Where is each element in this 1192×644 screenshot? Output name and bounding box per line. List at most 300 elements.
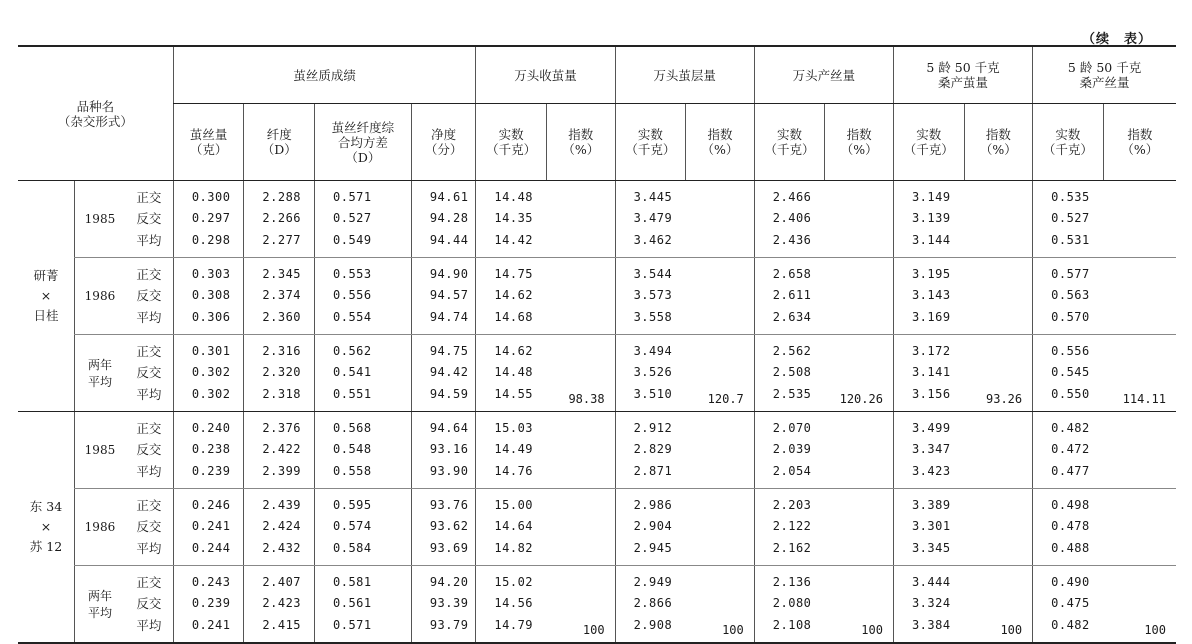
denier-cell-value: 2.266 xyxy=(262,211,302,226)
shell-cell xyxy=(615,489,686,566)
silk50-cell-value: 0.482 xyxy=(1051,420,1090,435)
denier-variance-cell xyxy=(315,566,412,643)
cocoon-yield-cell-value: 14.68 xyxy=(494,309,534,324)
cocoon-yield-cell-value: 15.00 xyxy=(494,497,534,512)
filament-weight-cell-value: 0.302 xyxy=(191,365,231,380)
variety-label: 东 34 × 苏 12 xyxy=(18,412,74,643)
cross-type-cell xyxy=(125,335,173,412)
cross-type-label: 正交 xyxy=(136,189,162,205)
silk-cell-value: 2.039 xyxy=(772,442,812,457)
cocoon-yield-index xyxy=(546,489,615,566)
silk-cell xyxy=(754,335,825,412)
cocoon50-cell-value: 3.143 xyxy=(911,288,951,303)
index-header-text: 指数 （%） xyxy=(701,127,739,157)
shell-cell xyxy=(615,412,686,489)
denier-cell xyxy=(244,489,315,566)
denier-variance-cell-value: 0.571 xyxy=(333,617,372,632)
cross-type-label: 平均 xyxy=(136,617,162,633)
silk50-cell-value: 0.527 xyxy=(1051,211,1090,226)
shell-cell-value: 2.912 xyxy=(633,420,673,435)
cocoon-yield-cell-value: 14.42 xyxy=(494,232,534,247)
cross-type-cell xyxy=(125,566,173,643)
cocoon50-cell-value: 3.195 xyxy=(911,266,951,281)
silk50-cell xyxy=(1033,412,1104,489)
silk-cell-value: 2.080 xyxy=(772,596,812,610)
actual-header-text: 实数 （千克） xyxy=(764,127,815,157)
cleanness-cell-value: 93.90 xyxy=(429,463,469,478)
cocoon50-index xyxy=(964,412,1033,489)
denier-cell-value: 2.407 xyxy=(262,574,302,589)
silk-index: 120.26 xyxy=(825,335,894,412)
cocoon-yield-cell-value: 14.62 xyxy=(494,288,534,303)
shell-cell-value: 2.945 xyxy=(633,540,673,555)
denier-variance-cell-value: 0.541 xyxy=(333,365,372,380)
silk50-cell-value: 0.477 xyxy=(1051,463,1090,478)
shell-cell-value: 3.494 xyxy=(633,343,673,358)
cocoon-yield-cell-value: 14.76 xyxy=(494,463,534,478)
cocoon-yield-cell-value: 15.03 xyxy=(494,420,534,435)
cleanness-cell-value: 94.90 xyxy=(429,266,469,281)
silk50-header-text: 5 龄 50 千克 桑产丝量 xyxy=(1067,60,1142,90)
cross-type-label: 平均 xyxy=(136,386,162,402)
silk50-index: 100 xyxy=(1103,566,1176,643)
silk50-cell-value: 0.563 xyxy=(1051,288,1090,303)
filament-weight-cell-value: 0.297 xyxy=(191,211,231,226)
cocoon50-index xyxy=(964,181,1033,258)
silk50-cell-value: 0.531 xyxy=(1051,232,1090,247)
year-cell: 1985 xyxy=(74,181,124,258)
silk-index: 100 xyxy=(825,566,894,643)
denier-variance-cell-value: 0.553 xyxy=(333,266,372,281)
actual-header-text: 实数 （千克） xyxy=(903,127,954,157)
cleanness-cell xyxy=(411,566,476,643)
filament-weight-cell xyxy=(173,258,244,335)
silk50-cell-value: 0.490 xyxy=(1051,574,1090,589)
shell-cell-value: 3.462 xyxy=(633,232,673,247)
cross-type-label: 平均 xyxy=(136,309,162,325)
denier-cell-value: 2.415 xyxy=(262,617,302,632)
silk50-cell-value: 0.478 xyxy=(1051,519,1090,534)
variety-header-text: 品种名 （杂交形式） xyxy=(57,98,133,129)
actual-header xyxy=(893,104,964,181)
cleanness-cell-value: 93.79 xyxy=(429,617,469,632)
cross-type-cell xyxy=(125,258,173,335)
cocoon-yield-index xyxy=(546,181,615,258)
cleanness-cell-value: 94.28 xyxy=(429,211,469,226)
index-header-text: 指数 （%） xyxy=(562,127,600,157)
silk50-index: 114.11 xyxy=(1103,335,1176,412)
cocoon50-index: 93.26 xyxy=(964,335,1033,412)
shell-cell xyxy=(615,258,686,335)
silk50-cell-value: 0.498 xyxy=(1051,497,1090,512)
cocoon50-cell-value: 3.172 xyxy=(911,343,951,358)
index-header-text: 指数 （%） xyxy=(979,127,1017,157)
cross-type-label: 正交 xyxy=(136,266,162,282)
cocoon-yield-cell-value: 14.48 xyxy=(494,365,534,380)
cleanness-cell-value: 94.20 xyxy=(429,574,469,589)
denier-cell-value: 2.439 xyxy=(262,497,302,512)
shell-index: 120.7 xyxy=(686,335,755,412)
silk-cell-value: 2.634 xyxy=(772,309,812,324)
filament-weight-cell-value: 0.302 xyxy=(191,386,231,401)
cross-type-label: 反交 xyxy=(136,288,162,304)
cocoon50-cell xyxy=(893,489,964,566)
silk50-cell-value: 0.577 xyxy=(1051,266,1090,281)
table-row xyxy=(18,412,1176,489)
cocoon50-cell xyxy=(893,181,964,258)
cross-type-label: 反交 xyxy=(136,596,162,611)
silk50-header xyxy=(1033,46,1176,104)
denier-cell-value: 2.318 xyxy=(262,386,302,401)
cocoon50-cell-value: 3.347 xyxy=(911,442,951,457)
shell-index xyxy=(686,412,755,489)
denier-variance-cell-value: 0.571 xyxy=(333,189,372,204)
cocoon50-cell-value: 3.345 xyxy=(911,540,951,555)
variety-header xyxy=(18,46,173,181)
silk-cell-value: 2.162 xyxy=(772,540,812,555)
silk-cell xyxy=(754,489,825,566)
shell-cell-value: 2.829 xyxy=(633,442,673,457)
year-cell: 两年 平均 xyxy=(74,566,124,643)
cocoon-yield-cell-value: 14.82 xyxy=(494,540,534,555)
cocoon50-cell-value: 3.301 xyxy=(911,519,951,534)
filament-weight-cell xyxy=(173,566,244,643)
silk-cell-value: 2.122 xyxy=(772,519,812,534)
cocoon-yield-cell xyxy=(476,566,547,643)
table-body xyxy=(18,181,1176,643)
index-header xyxy=(825,104,894,181)
shell-cell-value: 2.908 xyxy=(633,617,673,632)
cocoon-yield-cell xyxy=(476,181,547,258)
actual-header xyxy=(476,104,547,181)
filament-weight-cell-value: 0.238 xyxy=(191,442,231,457)
silk-cell-value: 2.070 xyxy=(772,420,812,435)
silk-cell-value: 2.406 xyxy=(772,211,812,226)
filament-weight-cell-value: 0.243 xyxy=(191,574,231,589)
cross-type-label: 平均 xyxy=(136,232,162,248)
table-row xyxy=(18,335,1176,412)
yield-header-text: 万头收茧量 xyxy=(514,67,577,83)
cross-type-label: 反交 xyxy=(136,365,162,381)
cleanness-cell-value: 93.39 xyxy=(429,596,469,610)
silk50-index xyxy=(1103,258,1176,335)
cocoon-yield-cell-value: 14.79 xyxy=(494,617,534,632)
shell-cell-value: 2.871 xyxy=(633,463,673,478)
cleanness-cell-value: 94.61 xyxy=(429,189,469,204)
cocoon-yield-cell xyxy=(476,335,547,412)
filament-weight-cell xyxy=(173,181,244,258)
silk-cell-value: 2.054 xyxy=(772,463,812,478)
denier-variance-cell-value: 0.548 xyxy=(333,442,372,457)
cocoon50-cell-value: 3.141 xyxy=(911,365,951,380)
denier-cell xyxy=(244,335,315,412)
denier-variance-cell-value: 0.551 xyxy=(333,386,372,401)
cocoon50-cell-value: 3.324 xyxy=(911,596,951,610)
cocoon-yield-cell xyxy=(476,412,547,489)
silk-cell-value: 2.562 xyxy=(772,343,812,358)
actual-header-text: 实数 （千克） xyxy=(486,127,537,157)
denier-cell xyxy=(244,258,315,335)
cocoon50-cell-value: 3.444 xyxy=(911,574,951,589)
denier-cell-value: 2.423 xyxy=(262,596,302,610)
silk-header xyxy=(754,46,893,104)
silk-cell-value: 2.611 xyxy=(772,288,812,303)
shell-index xyxy=(686,489,755,566)
silk50-cell-value: 0.556 xyxy=(1051,343,1090,358)
filament-weight-cell-value: 0.306 xyxy=(191,309,231,324)
denier-cell-value: 2.376 xyxy=(262,420,302,435)
silk-cell xyxy=(754,412,825,489)
silk50-cell-value: 0.488 xyxy=(1051,540,1090,555)
denier-cell-value: 2.422 xyxy=(262,442,302,457)
shell-cell-value: 2.866 xyxy=(633,596,673,610)
cocoon-yield-cell-value: 14.62 xyxy=(494,343,534,358)
denier-variance-cell-value: 0.574 xyxy=(333,519,372,534)
denier-variance-cell-value: 0.527 xyxy=(333,211,372,226)
filament-weight-cell-value: 0.300 xyxy=(191,189,231,204)
cocoon-yield-cell-value: 14.56 xyxy=(494,596,534,610)
index-header xyxy=(546,104,615,181)
year-cell: 1986 xyxy=(74,489,124,566)
cross-type-label: 正交 xyxy=(136,420,162,436)
clean-header-text: 净度 （分） xyxy=(424,127,463,157)
cross-type-cell xyxy=(125,181,173,258)
denier-cell-value: 2.277 xyxy=(262,232,302,247)
shell-cell-value: 3.526 xyxy=(633,365,673,380)
table-row xyxy=(18,489,1176,566)
denier-cell-value: 2.345 xyxy=(262,266,302,281)
silk-header-text: 万头产丝量 xyxy=(792,67,856,83)
shell-cell xyxy=(615,566,686,643)
denier-cell-value: 2.424 xyxy=(262,519,302,534)
shell-header-text: 万头茧层量 xyxy=(653,67,716,83)
variety-label: 研菁 × 日桂 xyxy=(18,181,74,412)
cleanness-cell-value: 94.57 xyxy=(429,288,469,303)
cross-type-cell xyxy=(125,489,173,566)
variance-header xyxy=(315,104,412,181)
silk-cell-value: 2.436 xyxy=(772,232,812,247)
silk50-cell xyxy=(1033,181,1104,258)
silk-index xyxy=(825,181,894,258)
cleanness-cell-value: 94.44 xyxy=(429,232,469,247)
denier-variance-cell-value: 0.554 xyxy=(333,309,372,324)
cocoon50-cell-value: 3.389 xyxy=(911,497,951,512)
denier-cell-value: 2.399 xyxy=(262,463,302,478)
cross-type-label: 反交 xyxy=(136,442,162,458)
cross-type-label: 反交 xyxy=(136,211,162,227)
yield-header xyxy=(476,46,615,104)
filament-weight-cell-value: 0.239 xyxy=(191,596,231,610)
cocoon50-index xyxy=(964,489,1033,566)
cocoon-yield-index xyxy=(546,258,615,335)
cleanness-cell-value: 93.62 xyxy=(429,519,469,534)
cocoon-yield-index: 98.38 xyxy=(546,335,615,412)
cocoon-quality-header xyxy=(173,46,476,104)
cross-type-cell xyxy=(125,412,173,489)
cocoon-yield-cell-value: 14.55 xyxy=(494,386,534,401)
shell-header xyxy=(615,46,754,104)
shell-cell-value: 2.949 xyxy=(633,574,673,589)
silk50-cell-value: 0.535 xyxy=(1051,189,1090,204)
year-cell: 1985 xyxy=(74,412,124,489)
denier-variance-cell xyxy=(315,181,412,258)
silk-cell-value: 2.508 xyxy=(772,365,812,380)
cocoon-yield-cell-value: 14.75 xyxy=(494,266,534,281)
silk50-cell xyxy=(1033,489,1104,566)
cocoon50-cell xyxy=(893,566,964,643)
cross-type-label: 平均 xyxy=(136,463,162,479)
shell-cell xyxy=(615,181,686,258)
denier-cell-value: 2.288 xyxy=(262,189,302,204)
shell-cell-value: 3.510 xyxy=(633,386,673,401)
denier-variance-cell-value: 0.558 xyxy=(333,463,372,478)
silk-cell-value: 2.535 xyxy=(772,386,812,401)
cleanness-cell-value: 94.59 xyxy=(429,386,469,401)
silk-cell-value: 2.136 xyxy=(772,574,812,589)
denier-cell-value: 2.432 xyxy=(262,540,302,555)
cocoon50-header-text: 5 龄 50 千克 桑产茧量 xyxy=(926,60,1000,90)
cleanness-cell xyxy=(411,489,476,566)
cleanness-cell-value: 93.69 xyxy=(429,540,469,555)
cocoon-yield-cell xyxy=(476,489,547,566)
cocoon50-index: 100 xyxy=(964,566,1033,643)
cleanness-cell-value: 93.16 xyxy=(429,442,469,457)
weight-header xyxy=(173,104,244,181)
cleanness-cell-value: 94.75 xyxy=(429,343,469,358)
cocoon-yield-cell-value: 14.49 xyxy=(494,442,534,457)
denier-cell xyxy=(244,181,315,258)
filament-weight-cell-value: 0.246 xyxy=(191,497,231,512)
cocoon50-cell-value: 3.384 xyxy=(911,617,951,632)
cleanness-cell-value: 94.74 xyxy=(429,309,469,324)
continued-label: （续 表） xyxy=(1081,32,1152,47)
shell-cell-value: 2.904 xyxy=(633,519,673,534)
table-row xyxy=(18,181,1176,258)
silk-index xyxy=(825,258,894,335)
table-row xyxy=(18,258,1176,335)
filament-weight-cell-value: 0.298 xyxy=(191,232,231,247)
denier-variance-cell-value: 0.584 xyxy=(333,540,372,555)
cleanness-cell-value: 94.64 xyxy=(429,420,469,435)
filament-weight-cell-value: 0.240 xyxy=(191,420,231,435)
cleanness-cell xyxy=(411,181,476,258)
filament-weight-cell xyxy=(173,412,244,489)
cross-type-label: 平均 xyxy=(136,540,162,556)
silk50-cell-value: 0.545 xyxy=(1051,365,1090,380)
denier-variance-cell-value: 0.556 xyxy=(333,288,372,303)
cleanness-cell xyxy=(411,258,476,335)
cocoon50-cell-value: 3.156 xyxy=(911,386,951,401)
silk50-cell-value: 0.550 xyxy=(1051,386,1090,401)
cocoon50-index xyxy=(964,258,1033,335)
denier-variance-cell xyxy=(315,489,412,566)
denier-cell-value: 2.360 xyxy=(262,309,302,324)
table-row xyxy=(18,566,1176,643)
filament-weight-cell-value: 0.241 xyxy=(191,617,231,632)
denier-cell-value: 2.320 xyxy=(262,365,302,380)
denier-variance-cell xyxy=(315,412,412,489)
cocoon-yield-index: 100 xyxy=(546,566,615,643)
silk50-cell-value: 0.475 xyxy=(1051,596,1090,610)
actual-header-text: 实数 （千克） xyxy=(1042,127,1093,157)
cocoon50-cell-value: 3.139 xyxy=(911,211,951,226)
cleanness-cell-value: 94.42 xyxy=(429,365,469,380)
cocoon-yield-cell-value: 14.48 xyxy=(494,189,534,204)
silk-cell-value: 2.203 xyxy=(772,497,812,512)
cocoon50-cell-value: 3.149 xyxy=(911,189,951,204)
denier-header-text: 纤度 （D） xyxy=(261,127,297,157)
denier-variance-cell-value: 0.562 xyxy=(333,343,372,358)
cleanness-cell xyxy=(411,412,476,489)
silk-cell xyxy=(754,181,825,258)
index-header-text: 指数 （%） xyxy=(840,127,878,157)
index-header xyxy=(964,104,1033,181)
cocoon50-cell-value: 3.144 xyxy=(911,232,951,247)
filament-weight-cell-value: 0.308 xyxy=(191,288,231,303)
denier-cell-value: 2.316 xyxy=(262,343,302,358)
filament-weight-cell-value: 0.303 xyxy=(191,266,231,281)
shell-cell-value: 3.544 xyxy=(633,266,673,281)
shell-cell-value: 2.986 xyxy=(633,497,673,512)
cocoon50-cell xyxy=(893,412,964,489)
silk-quality-table xyxy=(18,45,1176,644)
shell-index xyxy=(686,181,755,258)
cross-type-label: 正交 xyxy=(136,343,162,359)
actual-header xyxy=(754,104,825,181)
denier-cell xyxy=(244,566,315,643)
shell-cell xyxy=(615,335,686,412)
filament-weight-cell xyxy=(173,489,244,566)
actual-header xyxy=(1033,104,1104,181)
silk50-cell-value: 0.482 xyxy=(1051,617,1090,632)
index-header xyxy=(686,104,755,181)
shell-cell-value: 3.479 xyxy=(633,211,673,226)
cocoon-yield-cell xyxy=(476,258,547,335)
denier-cell-value: 2.374 xyxy=(262,288,302,303)
silk50-index xyxy=(1103,489,1176,566)
denier-variance-cell xyxy=(315,258,412,335)
cocoon-yield-cell-value: 14.64 xyxy=(494,519,534,534)
silk-cell-value: 2.466 xyxy=(772,189,812,204)
variance-header-text: 茧丝纤度综 合均方差 （D） xyxy=(331,119,395,165)
shell-index xyxy=(686,258,755,335)
year-cell: 两年 平均 xyxy=(74,335,124,412)
cocoon50-cell-value: 3.499 xyxy=(911,420,951,435)
cocoon-yield-cell-value: 14.35 xyxy=(494,211,534,226)
cross-type-label: 反交 xyxy=(136,519,162,535)
silk50-index xyxy=(1103,412,1176,489)
cross-type-label: 正交 xyxy=(136,497,162,513)
cocoon50-cell-value: 3.423 xyxy=(911,463,951,478)
actual-header-text: 实数 （千克） xyxy=(625,127,676,157)
index-header-text: 指数 （%） xyxy=(1121,127,1159,157)
actual-header xyxy=(615,104,686,181)
silk50-cell xyxy=(1033,258,1104,335)
cocoon-yield-index xyxy=(546,412,615,489)
denier-variance-cell-value: 0.568 xyxy=(333,420,372,435)
silk-cell xyxy=(754,258,825,335)
silk50-cell-value: 0.472 xyxy=(1051,442,1090,457)
denier-variance-cell xyxy=(315,335,412,412)
silk-index xyxy=(825,412,894,489)
weight-header-text: 茧丝量 （克） xyxy=(189,127,228,157)
denier-variance-cell-value: 0.581 xyxy=(333,574,372,589)
cleanness-cell-value: 93.76 xyxy=(429,497,469,512)
silk-cell-value: 2.658 xyxy=(772,266,812,281)
denier-variance-cell-value: 0.561 xyxy=(333,596,372,610)
shell-cell-value: 3.558 xyxy=(633,309,673,324)
index-header xyxy=(1103,104,1176,181)
